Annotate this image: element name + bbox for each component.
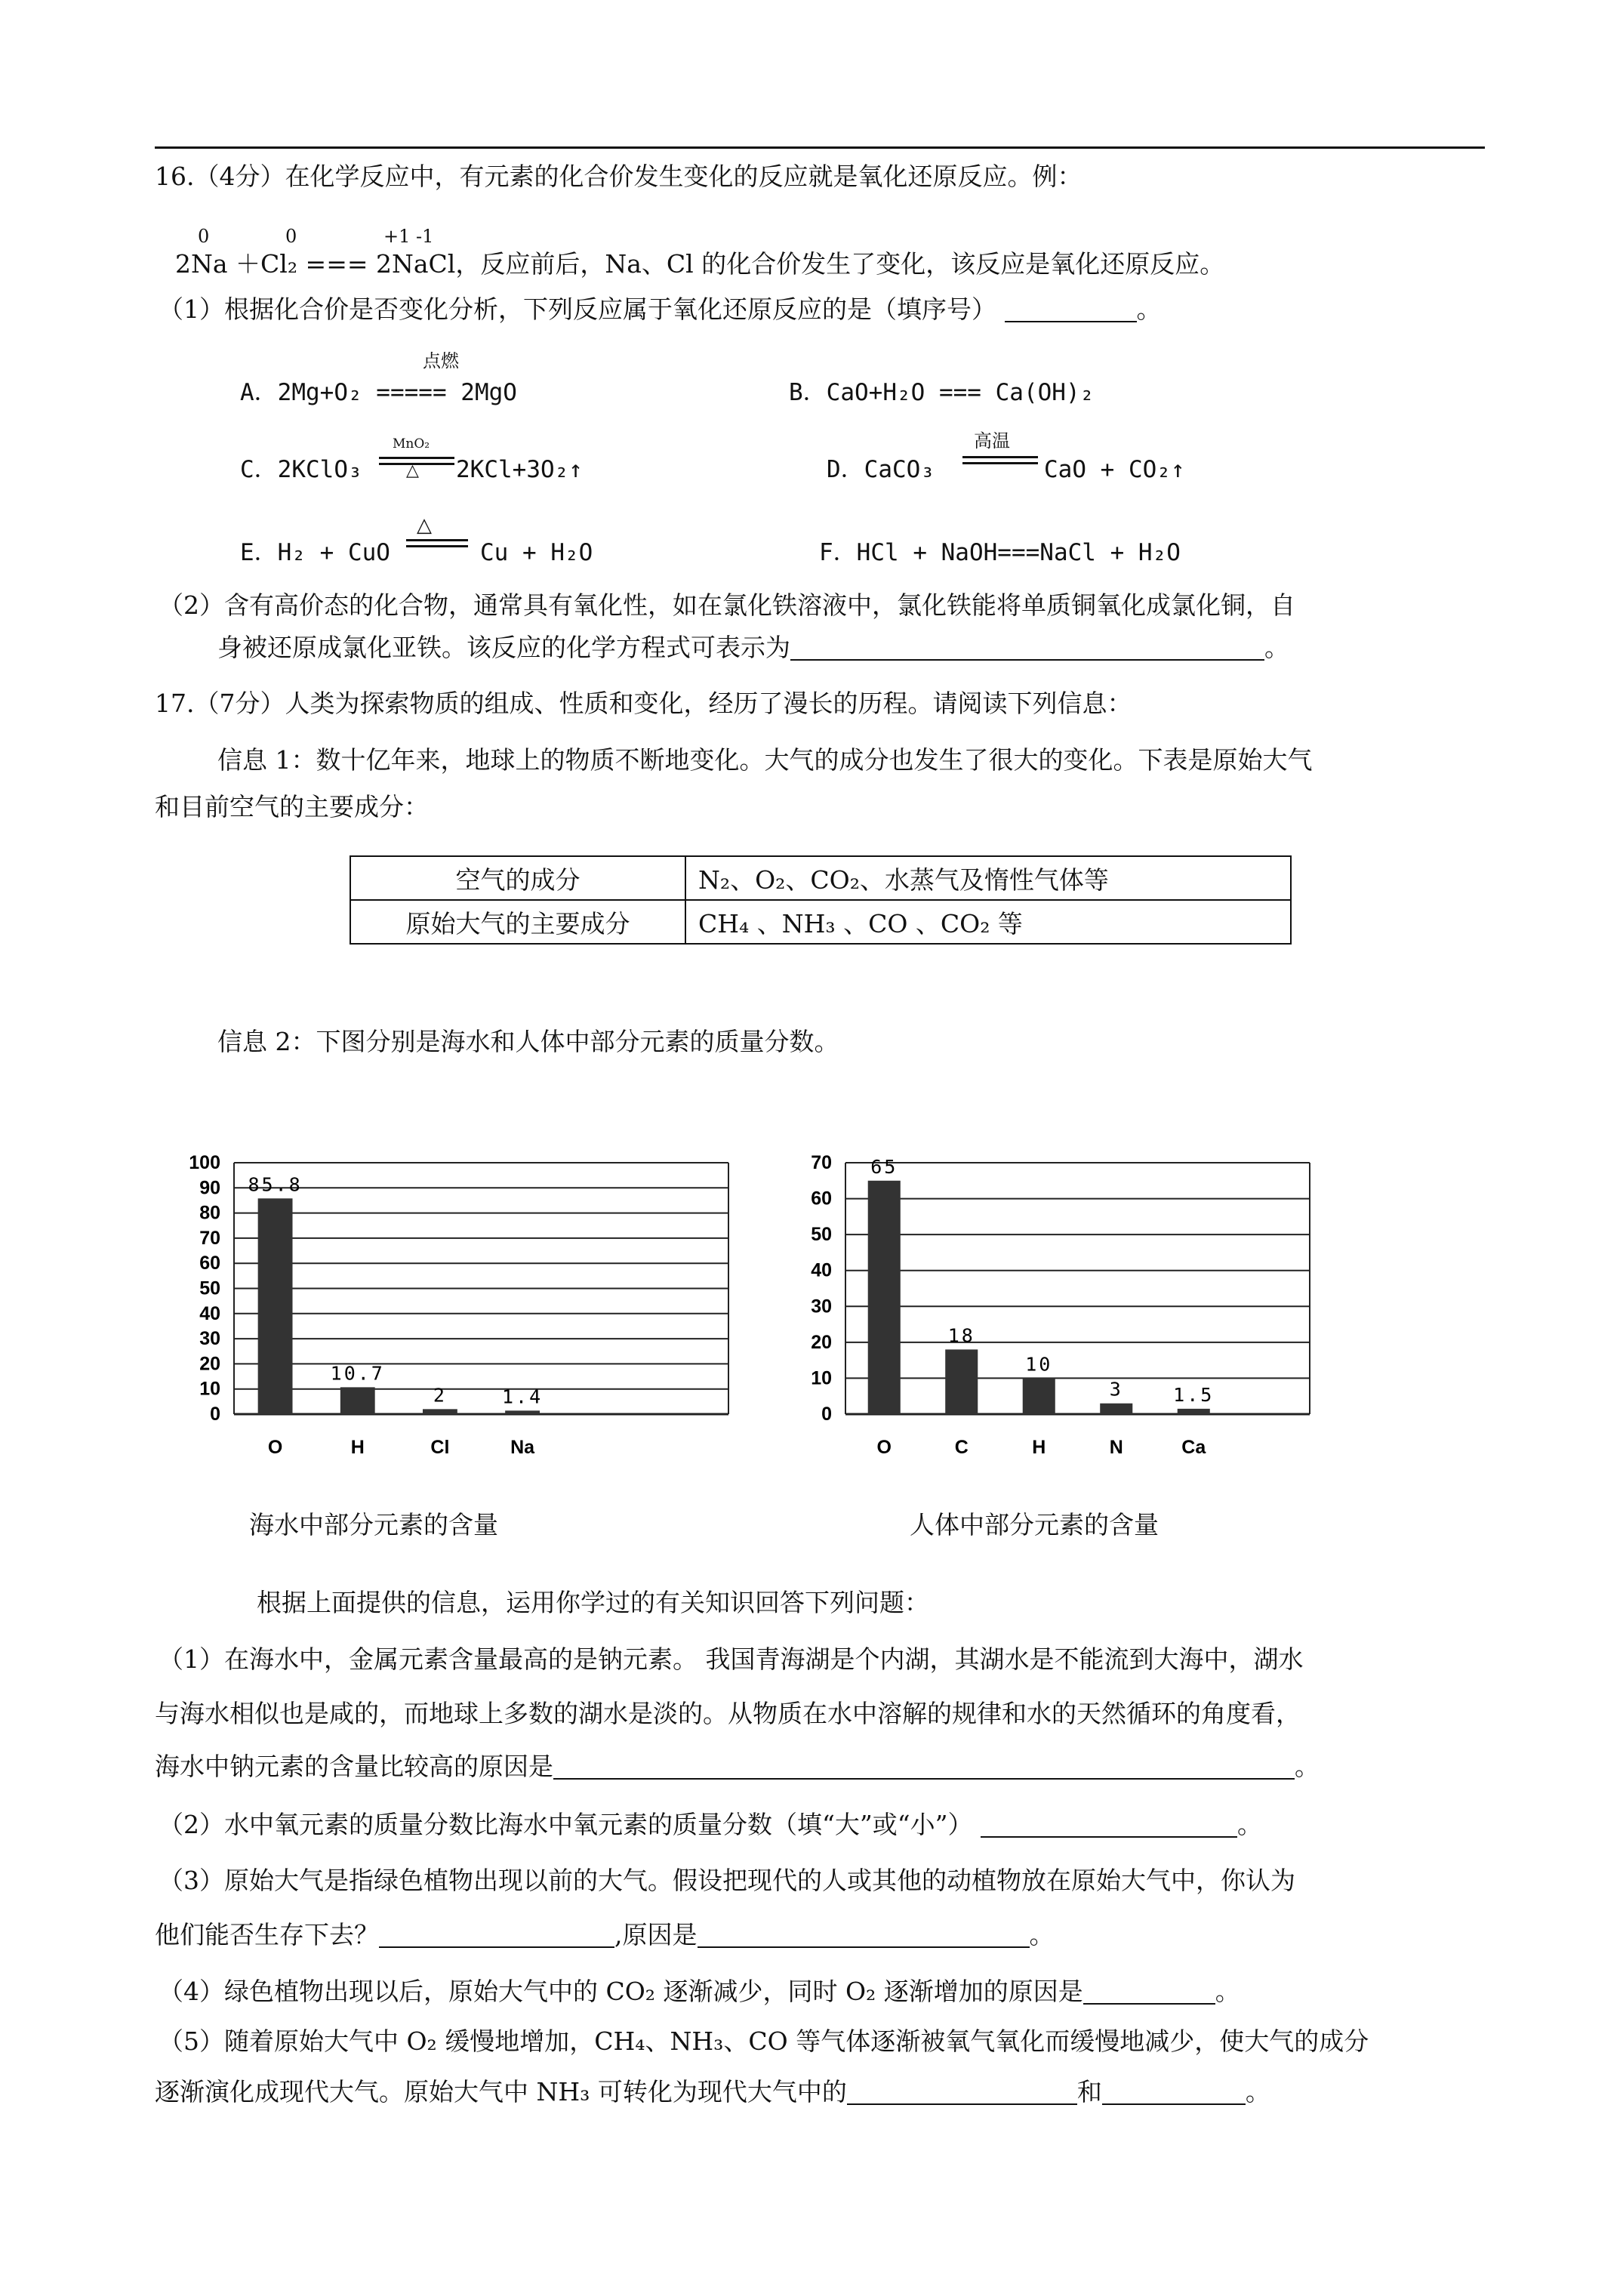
chart-caption-body: 人体中部分元素的含量 [910,1510,1159,1539]
y-tick-label: 30 [811,1296,832,1318]
q16-part2-end: 。 [1264,633,1289,662]
data-label: 10 [1025,1353,1053,1376]
category-label: C [954,1437,969,1458]
answer-blank-17-1[interactable] [553,1754,1295,1780]
data-label: 2 [433,1384,447,1407]
q17-3-line2 [155,1920,1055,1950]
q16-part2-text: 身被还原成氯化亚铁。该反应的化学方程式可表示为 [217,633,790,662]
answer-blank-17-3b[interactable] [698,1922,1030,1948]
category-label: O [267,1437,283,1458]
table-cell-label: 空气的成分 [350,856,685,900]
info2: 信息 2：下图分别是海水和人体中部分元素的质量分数。 [217,1027,839,1056]
option-f: F．HCl + NaOH===NaCl + H₂O [819,539,1181,566]
answer-blank-17-4[interactable] [1083,1979,1215,2005]
q17-3-text-a: 他们能否生存下去？ [155,1920,379,1949]
y-tick-label: 10 [811,1367,832,1389]
bar [340,1387,375,1414]
bar [423,1409,457,1414]
option-c-right: 2KCl+3O₂↑ [456,456,583,483]
eq-line-d2 [962,462,1038,464]
valence-nacl: +1 -1 [383,226,434,247]
info1-line2: 和目前空气的主要成分： [155,792,429,821]
bar [1178,1409,1210,1414]
data-label: 10.7 [330,1362,385,1385]
q16-intro: 16.（4分）在化学反应中，有元素的化合价发生变化的反应就是氧化还原反应。例： [155,162,1083,191]
period: 。 [1295,1752,1320,1781]
table-cell-value: CH₄ 、NH₃ 、CO 、CO₂ 等 [685,900,1291,944]
data-label: 3 [1109,1378,1123,1401]
valence-na: 0 [198,226,210,247]
data-label: 1.5 [1173,1383,1215,1406]
answer-blank-16-2[interactable] [790,635,1264,661]
atmosphere-table [350,855,1292,945]
category-label: Na [510,1437,535,1458]
info1-line1: 信息 1：数十亿年来，地球上的物质不断地变化。大气的成分也发生了很大的变化。下表是原始大气 [217,745,1313,775]
category-label: H [350,1437,365,1458]
q16-part1 [159,294,1162,325]
option-d-left: D．CaCO₃ [827,456,935,483]
y-tick-label: 40 [199,1302,220,1324]
y-tick-label: 80 [199,1202,220,1224]
category-label: N [1109,1437,1123,1458]
y-tick-label: 60 [199,1253,220,1274]
table-row [350,900,1291,944]
q17-4-text: （4）绿色植物出现以后，原始大气中的 CO₂ 逐渐减少，同时 O₂ 逐渐增加的原因是 [159,1977,1083,2006]
q17-5-line2 [155,2077,1270,2107]
option-e-right: Cu + H₂O [480,539,593,566]
eq-line-e1 [406,539,468,541]
opt-d-condition: 高温 [974,430,1010,451]
q17-5-text-b: 和 [1076,2077,1102,2106]
q17-3-text-b: ,原因是 [614,1920,698,1949]
option-d-right: CaO + CO₂↑ [1044,456,1185,483]
chart-caption-seawater: 海水中部分元素的含量 [249,1510,498,1539]
category-label: Cl [430,1437,450,1458]
y-tick-label: 50 [199,1277,220,1299]
q16-part1-end: 。 [1136,294,1162,324]
option-a: A．2Mg+O₂ ===== 2MgO [240,379,517,406]
q17-intro: 17.（7分）人类为探索物质的组成、性质和变化，经历了漫长的历程。请阅读下列信息： [155,689,1132,718]
q17-1-line1: （1）在海水中，金属元素含量最高的是钠元素。 我国青海湖是个内湖，其湖水是不能流到大海中，湖水 [159,1644,1304,1674]
table-cell-value: N₂、O₂、CO₂、水蒸气及惰性气体等 [685,856,1291,900]
q16-part2-line2 [217,633,1289,663]
opt-a-condition: 点燃 [423,350,459,371]
y-tick-label: 70 [811,1152,832,1173]
period: 。 [1215,1977,1240,2006]
q17-1-line2: 与海水相似也是咸的，而地球上多数的湖水是淡的。从物质在水中溶解的规律和水的天然循环的角度看， [155,1699,1301,1728]
y-tick-label: 0 [210,1404,220,1425]
q17-1-text: 海水中钠元素的含量比较高的原因是 [155,1752,553,1781]
period: 。 [1029,1920,1055,1949]
answer-blank-17-5b[interactable] [1102,2079,1246,2105]
q17-4 [159,1977,1240,2007]
table-cell-label: 原始大气的主要成分 [350,900,685,944]
y-tick-label: 90 [199,1177,220,1199]
option-c-left: C．2KClO₃ [240,456,362,483]
data-label: 1.4 [502,1385,544,1408]
answer-blank-17-5a[interactable] [847,2079,1077,2105]
option-e-left: E．H₂ + CuO [240,539,390,566]
table-row [350,856,1291,900]
category-label: Ca [1181,1437,1206,1458]
answer-blank-17-3a[interactable] [379,1922,614,1948]
y-tick-label: 20 [199,1353,220,1375]
heat-triangle-c: △ [406,461,419,480]
y-tick-label: 40 [811,1259,832,1281]
bar [258,1198,293,1414]
bar [1023,1378,1055,1414]
q17-lead: 根据上面提供的信息，运用你学过的有关知识回答下列问题： [257,1588,929,1617]
category-label: O [876,1437,892,1458]
bar [1100,1404,1132,1414]
seawater-bar-chart [166,1139,740,1471]
q16-part2-line1: （2）含有高价态的化合物，通常具有氧化性，如在氯化铁溶液中，氯化铁能将单质铜氧化成氯化铜，自 [159,590,1295,620]
y-tick-label: 50 [811,1224,832,1246]
q17-5-line1: （5）随着原始大气中 O₂ 缓慢地增加，CH₄、NH₃、CO 等气体逐渐被氧气氧化而缓慢地减少，使大气的成分 [159,2026,1369,2056]
eq-line-e2 [406,545,468,547]
period: 。 [1236,1810,1262,1839]
y-tick-label: 30 [199,1328,220,1350]
q17-1-line3 [155,1752,1320,1782]
answer-blank-17-2[interactable] [981,1812,1237,1838]
q17-5-text-a: 逐渐演化成现代大气。原始大气中 NH₃ 可转化为现代大气中的 [155,2077,847,2106]
q17-3-line1: （3）原始大气是指绿色植物出现以前的大气。假设把现代的人或其他的动植物放在原始大气中，你认为 [159,1866,1295,1895]
valence-cl: 0 [285,226,297,247]
q17-2-text: （2）水中氧元素的质量分数比海水中氧元素的质量分数（填“大”或“小”） [159,1810,973,1839]
data-label: 85.8 [248,1173,303,1196]
header-rule [155,146,1485,149]
y-tick-label: 0 [821,1404,832,1425]
y-tick-label: 20 [811,1331,832,1353]
q17-2 [159,1810,1262,1840]
period: 。 [1245,2077,1270,2106]
y-tick-label: 10 [199,1378,220,1400]
bar [868,1181,901,1414]
eq-line-c1 [379,457,454,459]
y-tick-label: 100 [189,1152,220,1173]
q16-part1-text: （1）根据化合价是否变化分析，下列反应属于氧化还原反应的是（填序号） [159,294,996,324]
heat-triangle-e: △ [417,514,432,537]
y-tick-label: 70 [199,1227,220,1249]
y-tick-label: 60 [811,1188,832,1210]
eq-line-d1 [962,456,1038,458]
human-body-bar-chart [778,1139,1321,1471]
bar [505,1410,540,1414]
option-b: B．CaO+H₂O === Ca(OH)₂ [789,379,1095,406]
bar [945,1349,978,1414]
answer-blank-16-1[interactable] [1005,297,1137,322]
q16-example: 2Na ＋Cl₂ === 2NaCl，反应前后，Na、Cl 的化合价发生了变化，该反应是氧化还原反应。 [175,249,1225,279]
data-label: 18 [947,1324,975,1347]
opt-c-condition: MnO₂ [393,436,430,451]
data-label: 65 [870,1155,898,1178]
category-label: H [1032,1437,1046,1458]
